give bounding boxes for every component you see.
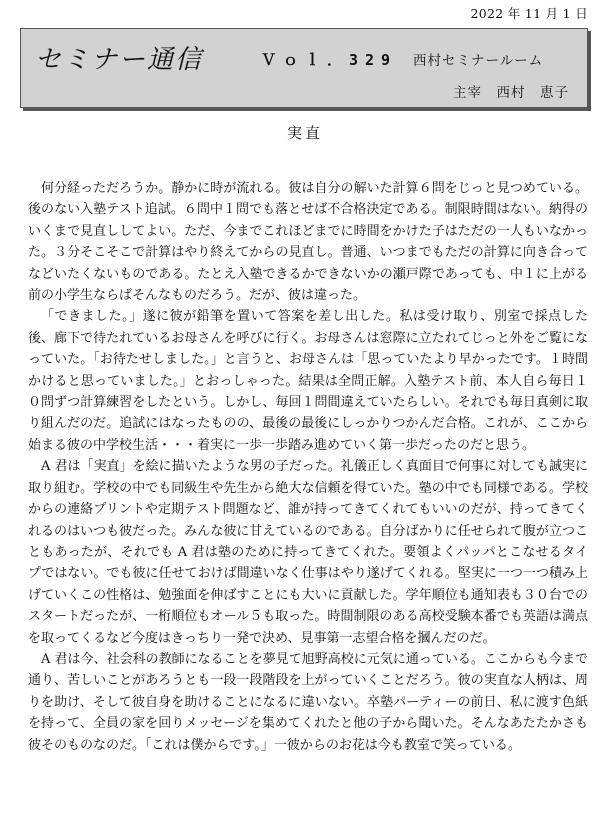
newsletter-header	[20, 28, 588, 108]
volume-number: Ｖｏｌ．329	[261, 51, 398, 69]
organization-name: 西村セミナールーム	[413, 53, 544, 69]
article-heading: 実直	[286, 124, 323, 142]
newsletter-title: セミナー通信	[35, 45, 204, 75]
paragraph: 「できました。」遂に彼が鉛筆を置いて答案を差し出した。私は受け取り、別室で採点した後、廊下で待たれているお母さんを呼びに行く。お母さんは窓際に立たれてじっと外をご覧になっていた。「お待たせしました。」と言うと、お母さんは「思っていたより早かったです。１時間かけると思っていました。」とおっしゃった。結果は全問正解。入塾テスト前、本人自ら毎日１０問ずつ計算練習をしたという。しかし、毎回１問間違えていたらしい。それでも毎日真剣に取り組んだのだ。追試にはなったものの、最後の最後にしっかりつかんだ合格。これが、ここから始まる彼の中学校生活・・・着実に一歩一歩踏み進めていく第一歩だったのだと思う。	[28, 309, 588, 453]
article-body	[28, 178, 588, 756]
paragraph: A 君は今、社会科の教師になることを夢見て旭野高校に元気に通っている。ここからも今まで通り、苦しいことがあろうとも一段一段階段を上がっていくことだろう。彼の実直な人柄は、周りを助け、そして彼自身を助けることになるに違いない。卒塾パーティーの前日、私に渡す色紙を持って、全員の家を回りメッセージを集めてくれたと他の子から聞いた。そんなあたたかさも彼そのものなのだ。「これは僕からです。」一彼からのお花は今も教室で笑っている。	[28, 651, 588, 753]
paragraph: 何分経っただろうか。静かに時が流れる。彼は自分の解いた計算６問をじっと見つめている。後のない入塾テスト追試。６問中１問でも落とせば不合格決定である。制限時間はない。納得のいくまで見直ししてよい。ただ、今までこれほどまでに時間をかけた子はただの一人もいなかった。３分そこそこで計算はやり終えてからの見直し。普通、いつまでもただの計算に向き合ってなどいたくないものである。たとえ入塾できるかできないかの瀬戸際であっても、中１に上がる前の小学生ならばそんなものだろう。だが、彼は違った。	[28, 181, 588, 304]
paragraph: A 君は「実直」を絵に描いたような男の子だった。礼儀正しく真面目で何事に対しても誠実に取り組む。学校の中でも同級生や先生から絶大な信頼を得ていた。塾の中でも同様である。学校からの連絡プリントや定期テスト問題など、誰が持ってきてくれてもいいのだが、持ってきてくれるのはいつも彼だった。みんな彼に甘えているのである。自分ばかりに任せられて腹が立つこともあったが、それでも A 君は塾のために持ってきてくれた。要領よくパッパとこなせるタイプではない。でも彼に任せておけば間違いなく仕事はやり遂げてくれる。堅実に一つ一つ積み上げていくこの性格は、勉強面を伸ばすことにも大いに貢献した。学年順位も通知表も３０台でのスタートだったが、一桁順位もオール５も取った。時間制限のある高校受験本番でも英語は満点を取ってくるなど今度はきっちり一発で決め、見事第一志望合格を摑んだのだ。	[28, 459, 589, 646]
author-name: 主宰 西村 恵子	[453, 85, 569, 101]
issue-date: 2022 年 11 月 1 日	[470, 6, 588, 21]
